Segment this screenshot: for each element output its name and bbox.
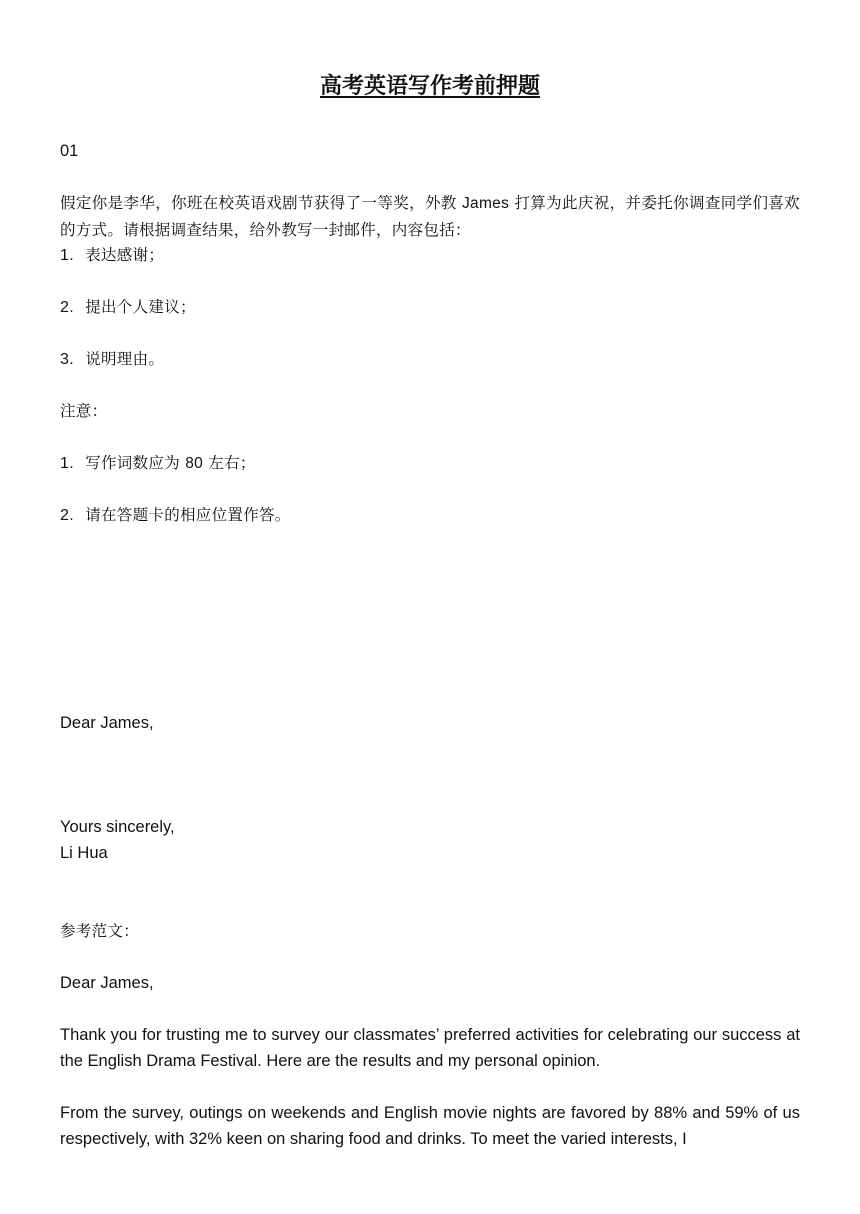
prompt-intro-name: James (461, 195, 510, 212)
prompt-intro (60, 190, 800, 243)
note-item-text-before: 写作词数应为 (85, 454, 180, 472)
prompt-intro-part2: 打算为此庆祝，并委托你调查同学们喜欢的方式。请根据调查结果，给外教写一封邮件，内容包括： (60, 194, 800, 239)
note-item-word-count: 80 (185, 455, 204, 472)
prompt-item-text: 提出个人建议； (85, 298, 196, 316)
note-item (60, 450, 800, 477)
prompt-item (60, 242, 800, 269)
note-heading: 注意： (60, 402, 108, 420)
note-item (60, 502, 800, 529)
prompt-intro-part1: 假定你是李华，你班在校英语戏剧节获得了一等奖，外教 (60, 194, 457, 212)
prompt-item (60, 346, 800, 373)
note-item-number: 1. (60, 455, 74, 472)
sample-greeting: Dear James, (60, 974, 154, 992)
section-number: 01 (60, 142, 79, 160)
letter-closing: Yours sincerely, (60, 818, 175, 836)
sample-heading: 参考范文： (60, 922, 140, 940)
prompt-item-text: 说明理由。 (85, 350, 165, 368)
document-title: 高考英语写作考前押题 (319, 74, 540, 99)
sample-paragraph: From the survey, outings on weekends and English movie nights are favored by 88% and 59% of us respectively, with 32% keen on sharing food and drinks. To meet the varied interests, I (60, 1104, 800, 1148)
prompt-item-text: 表达感谢； (85, 246, 165, 264)
prompt-item-number: 3. (60, 351, 74, 368)
prompt-item-number: 2. (60, 299, 74, 316)
sample-paragraph: Thank you for trusting me to survey our classmates’ preferred activities for celebrating our success at the English Drama Festival. Here are the results and my personal opinion. (60, 1026, 800, 1070)
note-item-number: 2. (60, 507, 74, 524)
note-item-text: 请在答题卡的相应位置作答。 (85, 506, 291, 524)
letter-signature: Li Hua (60, 844, 108, 862)
letter-greeting: Dear James, (60, 714, 154, 732)
prompt-item (60, 294, 800, 321)
note-item-text-after: 左右； (208, 454, 256, 472)
prompt-item-number: 1. (60, 247, 74, 264)
